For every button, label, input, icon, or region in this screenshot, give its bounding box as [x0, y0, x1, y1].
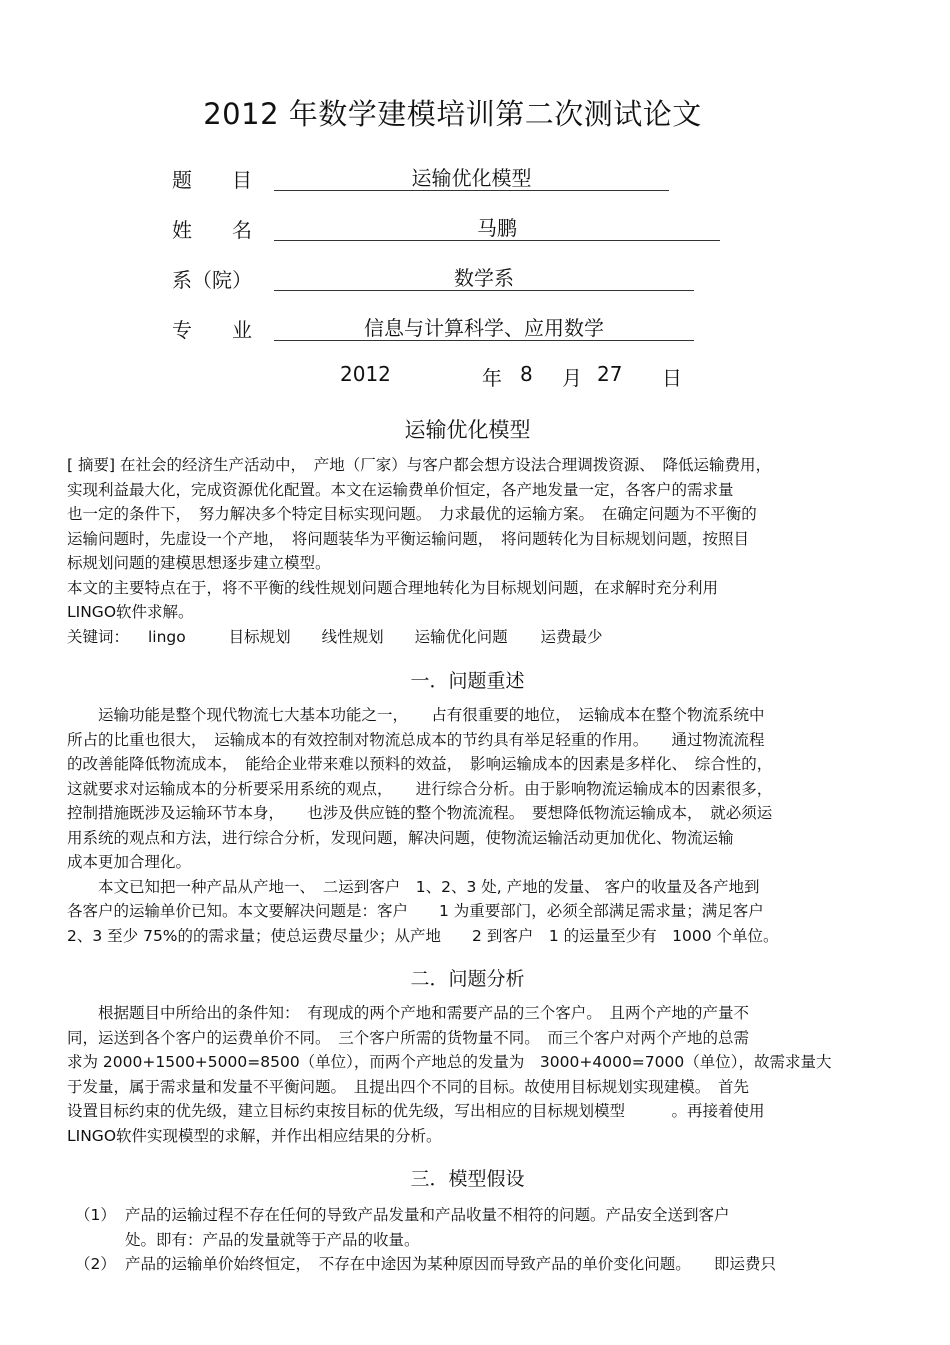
- body-line: 2、3 至少 75%的的需求量；使总运费尽量少；从产地 2 到客户 1 的运量至少有 1000 个单位。: [67, 926, 779, 945]
- section1-title: 一．问题重述: [410, 670, 525, 692]
- abstract-line: 本文的主要特点在于，将不平衡的线性规划问题合理地转化为目标规划问题，在求解时充分利用: [67, 578, 719, 597]
- major-row: [172, 314, 702, 344]
- body-line: 这就要求对运输成本的分析要采用系统的观点， 进行综合分析。由于影响物流运输成本的因素很多，: [67, 779, 773, 798]
- keyword-item: lingo: [147, 627, 186, 646]
- section1-para1: [67, 703, 778, 948]
- name-value-field: [274, 214, 720, 241]
- topic-label: 题 目: [172, 168, 252, 192]
- major-label: 专 业: [172, 318, 252, 342]
- assumption-item: [67, 1252, 887, 1277]
- body-line: 处。即有：产品的发量就等于产品的收量。: [125, 1230, 420, 1249]
- body-line: 设置目标约束的优先级，建立目标约束按目标的优先级，写出相应的目标规划模型 。再接着使用: [67, 1102, 765, 1120]
- assumption-number: （2）: [75, 1255, 116, 1273]
- body-line: 成本更加合理化。: [67, 853, 192, 871]
- abstract-line: 实现利益最大化，完成资源优化配置。本文在运输费单价恒定，各产地发量一定，各客户的需求量: [67, 480, 734, 499]
- section2-title: 二．问题分析: [410, 968, 525, 990]
- abstract: [67, 453, 771, 649]
- topic-row: [172, 164, 672, 194]
- body-line: LINGO软件实现模型的求解，并作出相应结果的分析。: [67, 1126, 442, 1145]
- keyword-item: 运输优化问题: [414, 627, 508, 646]
- abstract-line: 运输问题时，先虚设一个产地， 将问题装华为平衡运输问题， 将问题转化为目标规划问题，按照目: [67, 529, 750, 548]
- body-line: 求为 2000+1500+5000=8500（单位），而两个产地总的发量为 3000+4000=7000（单位），故需求量大: [67, 1053, 832, 1071]
- date-day-unit: 日: [662, 366, 682, 390]
- date-year: 2012: [340, 362, 391, 386]
- abstract-line: [ 摘要] 在社会的经济生产活动中， 产地（厂家）与客户都会想方设法合理调拨资源、 降低运输费用，: [67, 456, 771, 474]
- keywords-label: 关键词：: [67, 627, 130, 646]
- name-label: 姓 名: [172, 218, 252, 242]
- dept-label: 系（院）: [172, 268, 252, 292]
- name-row: [172, 214, 722, 244]
- dept-value: 数学系: [454, 266, 514, 290]
- abstract-line: 标规划问题的建模思想逐步建立模型。: [67, 554, 331, 572]
- name-value: 马鹏: [477, 216, 517, 240]
- body-line: 根据题目中所给出的条件知： 有现成的两个产地和需要产品的三个客户。 且两个产地的产量不: [67, 1004, 750, 1022]
- body-line: 用系统的观点和方法，进行综合分析，发现问题，解决问题，使物流运输活动更加优化、物流运输: [67, 828, 734, 847]
- topic-value: 运输优化模型: [411, 166, 532, 190]
- assumption-number: （1）: [75, 1206, 116, 1224]
- date-year-unit: 年: [482, 366, 502, 390]
- major-value: 信息与计算科学、应用数学: [364, 316, 604, 340]
- section3-list: [67, 1203, 887, 1277]
- assumption-text: [125, 1203, 730, 1252]
- abstract-line: 也一定的条件下， 努力解决多个特定目标实现问题。 力求最优的运输方案。 在确定问题为不平衡的: [67, 505, 757, 523]
- body-line: 产品的运输过程不存在任何的导致产品发量和产品收量不相符的问题。产品安全送到客户: [125, 1206, 730, 1224]
- abstract-line: LINGO软件求解。: [67, 603, 194, 621]
- body-line: 于发量，属于需求量和发量不平衡问题。 且提出四个不同的目标。故使用目标规划实现建模。 首先: [67, 1077, 750, 1096]
- paper-main-title: 2012 年数学建模培训第二次测试论文: [203, 97, 702, 131]
- date-day: 27: [597, 362, 623, 386]
- dept-value-field: [274, 264, 694, 291]
- body-line: 本文已知把一种产品从产地一、 二运到客户 1、2、3 处, 产地的发量、 客户的收量及各产地到: [67, 877, 760, 896]
- keywords-line: [67, 625, 771, 650]
- date-row: [0, 362, 950, 392]
- body-line: 产品的运输单价始终恒定， 不存在中途因为某种原因而导致产品的单价变化问题。 即运费只: [125, 1255, 777, 1273]
- body-line: 控制措施既涉及运输环节本身， 也涉及供应链的整个物流流程。 要想降低物流运输成本， 就必须运: [67, 804, 773, 822]
- keyword-item: 运费最少: [540, 627, 603, 646]
- assumption-text: [125, 1252, 776, 1277]
- body-line: 的改善能降低物流成本， 能给企业带来难以预料的效益， 影响运输成本的因素是多样化、 综合性的，: [67, 755, 773, 773]
- section3-title: 三．模型假设: [410, 1168, 525, 1190]
- topic-value-field: [274, 164, 669, 191]
- section2-para: [67, 1001, 832, 1148]
- paper-subtitle: 运输优化模型: [404, 418, 531, 442]
- date-month: 8: [520, 362, 533, 386]
- body-line: 运输功能是整个现代物流七大基本功能之一， 占有很重要的地位， 运输成本在整个物流系统中: [67, 706, 765, 724]
- keyword-item: 目标规划: [228, 627, 291, 646]
- assumption-item: [67, 1203, 887, 1252]
- body-line: 所占的比重也很大， 运输成本的有效控制对物流总成本的节约具有举足轻重的作用。 通过物流流程: [67, 730, 765, 749]
- body-line: 各客户的运输单价已知。本文要解决问题是：客户 1 为重要部门，必须全部满足需求量；满足客户: [67, 902, 764, 920]
- major-value-field: [274, 314, 694, 341]
- date-month-unit: 月: [562, 366, 582, 390]
- body-line: 同，运送到各个客户的运费单价不同。 三个客户所需的货物量不同。 而三个客户对两个产地的总需: [67, 1028, 750, 1047]
- dept-row: [172, 264, 702, 294]
- keyword-item: 线性规划: [321, 627, 384, 646]
